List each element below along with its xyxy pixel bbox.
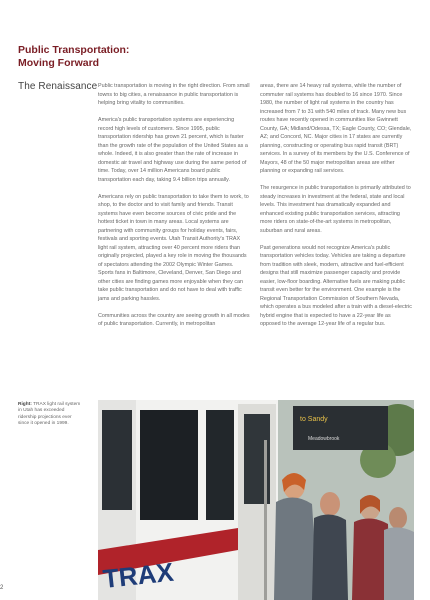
heading-line-2: Moving Forward: [18, 56, 100, 69]
text-column-1: [98, 82, 250, 337]
section-title: The Renaissance: [18, 81, 98, 92]
paragraph: The resurgence in public transportation is primarily attributed to steady increases in investment at the federal, state and local levels. This investment has dramatically expanded and enhanced existing public transportation services, attracting more riders on state-of-the-art systems in metropolitan, suburban and rural areas.: [260, 185, 411, 234]
heading-line-1: Public Transportation:: [18, 44, 130, 56]
station-sign-subtext: Meadowbrook: [308, 436, 340, 442]
page-number: 2: [0, 585, 4, 591]
train-logo-text: TRAX: [101, 556, 176, 594]
passenger-body: [312, 514, 348, 600]
paragraph: Past generations would not recognize America's public transportation vehicles today. Vehicles are taking a departure from tradition with sleek, modern, attractive and fuel-efficient designs that still maximize passenger capacity and provide easier, low-floor boarding. Alternative fuels are making public transit even better for the environment. One example is the Regional Transportation Commission of Southern Nevada, which operates a bus modeled after a train with a diesel-electric hybrid engine that is expected to have a 22-year life as opposed to the average 12-year life of a regular bus.: [260, 244, 412, 327]
page-heading: [18, 44, 218, 69]
paragraph: Public transportation is moving in the right direction. From small towns to big cities, a renaissance in public transportation is helping bring vitality to communities.: [98, 83, 250, 106]
train-window: [206, 410, 234, 520]
train-window: [102, 410, 132, 510]
door-handrail: [264, 440, 267, 600]
station-sign: [293, 406, 388, 450]
paragraph: Americans rely on public transportation to take them to work, to shop, to the doctor and to visit family and friends. Transit systems have even become sources of civic pride and the hottest ticket in town in many areas. Local systems are partnering with community groups for holiday events, fairs, festivals and sporting events. Utah Transit Authority's TRAX light rail system, attracting over 40 percent more riders than originally projected, played a key role in moving the thousands of spectators attending the 2002 Olympic Winter Games. Sports fans in Baltimore, Cleveland, Denver, San Diego and other cities are finding games more enjoyable when they can take public transportation and do not have to deal with traffic jams and parking hassles.: [98, 193, 249, 302]
passenger-body: [274, 497, 318, 600]
station-sign-text: to Sandy: [300, 416, 328, 423]
passenger-head: [320, 492, 340, 516]
caption-text: TRAX light rail system in Utah has exceeded ridership projections ever since it opened in 1999.: [18, 402, 81, 427]
train-window: [140, 410, 198, 520]
passenger-body: [384, 527, 414, 600]
paragraph: America's public transportation systems are experiencing record high levels of customers. Since 1995, public transportation ridership has grown 21 percent, which is faster than the growth rate of the population of the United States as a whole. Indeed, it is also greater than the rate of increase in domestic air travel and highway use during the same period of time. Today, over 14 million Americans board public transportation each day, taking 9.4 billion trips annually.: [98, 117, 248, 183]
trax-photo: [98, 400, 414, 600]
passenger-head: [389, 507, 407, 529]
caption-lead: Right:: [18, 402, 32, 407]
trax-photo-illustration: [98, 400, 414, 600]
paragraph: Communities across the country are seeing growth in all modes of public transportation. Currently, in metropolitan: [98, 312, 250, 327]
photo-caption: [18, 402, 84, 428]
paragraph: areas, there are 14 heavy rail systems, while the number of commuter rail systems has doubled to 16 since 1970. Since 1980, the number of light rail systems in the country has increased from 7 to 31 with 540 miles of track. Many new bus routes have recently opened in communities like Gwinnett County, GA; Midland/Odessa, TX; Eagle County, CO; Glendale, AZ; and Concord, NC. Major cities in 17 states are currently planning, constructing or operating bus rapid transit (BRT) services. In a survey of its members by the U.S. Conference of Mayors, 48 of the 50 major metropolitan areas are either planning or expanding rail services.: [260, 83, 412, 174]
text-column-2: [260, 82, 412, 337]
